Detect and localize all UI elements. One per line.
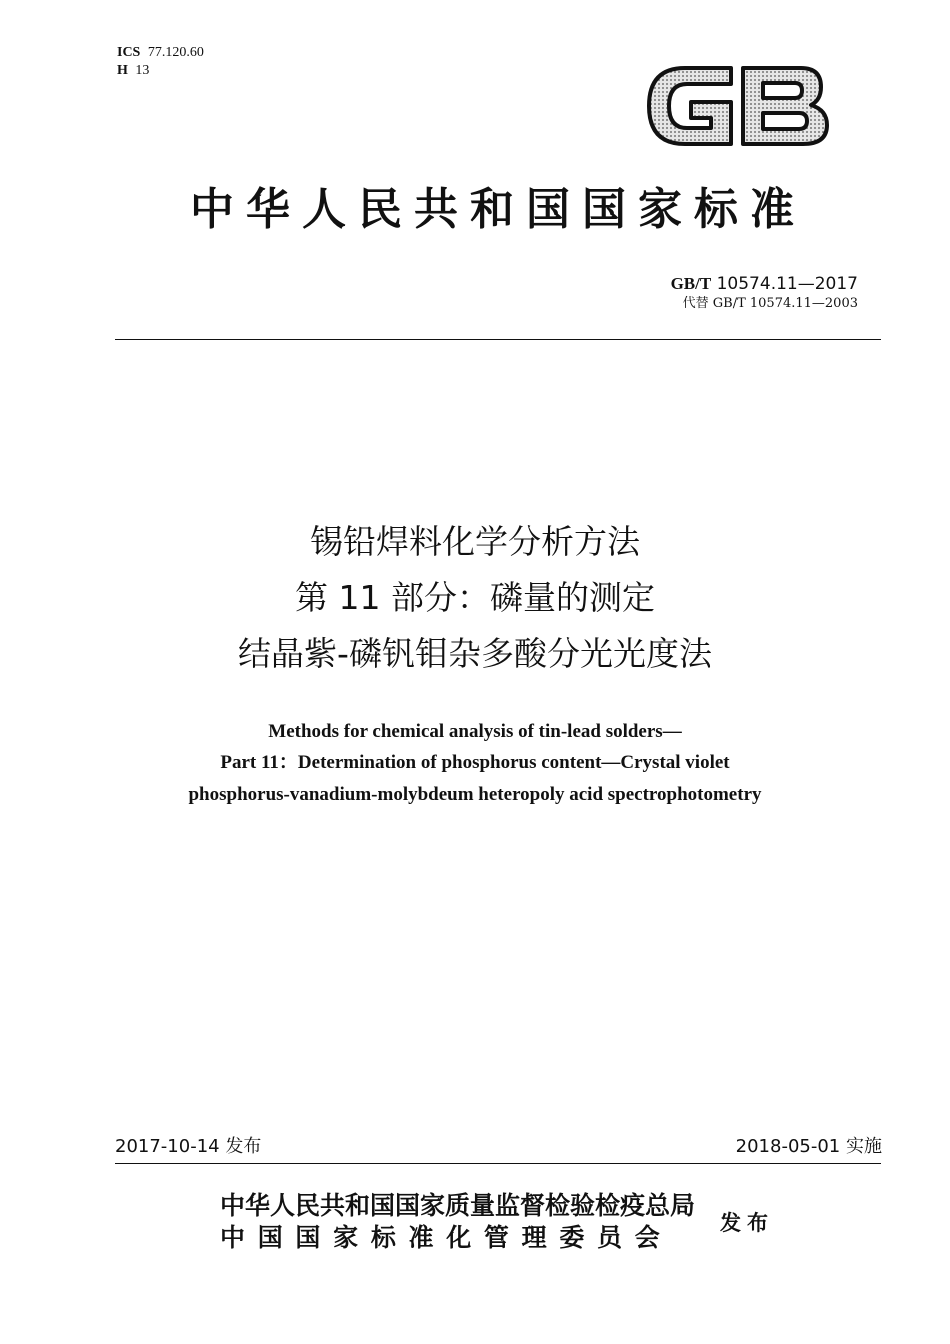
replaces-standard: 代替 GB/T 10574.11—2003	[682, 296, 858, 311]
issuer-line-1: 中华人民共和国国家质量监督检验检疫总局	[220, 1191, 696, 1220]
header-divider	[115, 339, 881, 340]
title-en-line-1: Methods for chemical analysis of tin-lead solders—	[268, 721, 682, 742]
standard-code: GB/T	[670, 274, 712, 293]
ics-line	[117, 44, 204, 62]
issuer-line-2: 中 国 国 家 标 准 化 管 理 委 员 会	[220, 1223, 662, 1252]
standard-number-value: 10574.11—2017	[716, 274, 858, 294]
ics-value: 77.120.60	[147, 45, 204, 60]
title-cn-line-1: 锡铅焊料化学分析方法	[310, 522, 640, 561]
issue-date: 2017-10-14 发布	[115, 1136, 262, 1157]
standard-number	[560, 274, 858, 294]
implementation-date: 2018-05-01 实施	[735, 1136, 882, 1157]
title-cn-line-2: 第 11 部分：磷量的测定	[295, 578, 655, 617]
title-cn-line-3: 结晶紫-磷钒钼杂多酸分光光度法	[238, 634, 712, 673]
classification-codes	[117, 44, 204, 80]
country-standard-title: 中华人民共和国国家标准	[190, 184, 806, 235]
ics-label: ICS	[117, 45, 141, 60]
h-label: H	[117, 63, 128, 78]
title-en-line-2: Part 11：Determination of phosphorus content—Crystal violet	[220, 752, 730, 773]
issue-label: 发布	[720, 1210, 774, 1235]
title-en-line-3: phosphorus-vanadium-molybdeum heteropoly acid spectrophotometry	[188, 784, 762, 805]
gb-logo-icon	[645, 58, 833, 154]
footer-divider	[115, 1163, 881, 1164]
h-value: 13	[135, 63, 150, 78]
h-line	[117, 62, 204, 80]
